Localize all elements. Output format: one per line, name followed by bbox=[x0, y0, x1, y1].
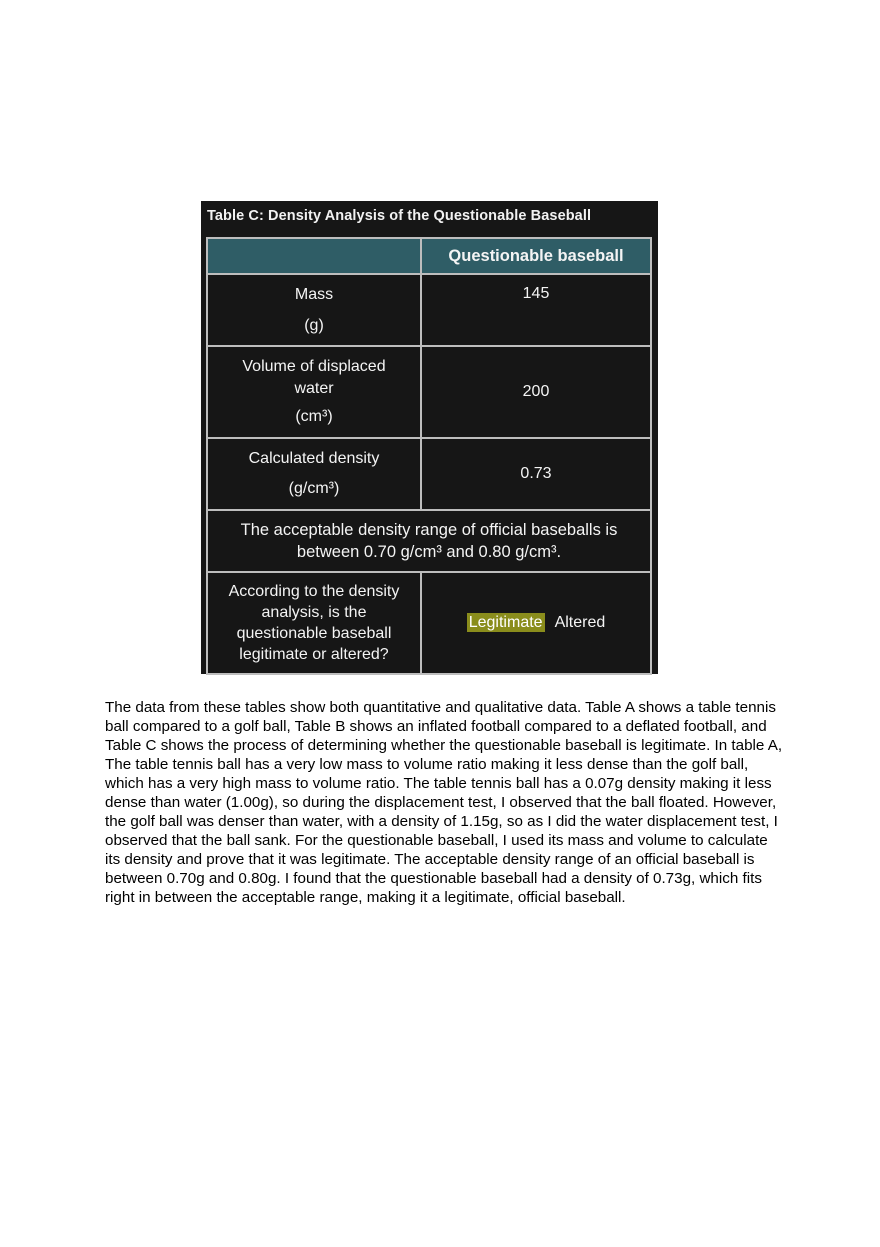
column-header: Questionable baseball bbox=[421, 238, 651, 274]
row-value-volume: 200 bbox=[421, 346, 651, 438]
table-row bbox=[207, 438, 651, 510]
row-label: Volume of displaced water bbox=[242, 358, 386, 397]
row-value-density: 0.73 bbox=[421, 438, 651, 510]
question-cell: According to the density analysis, is the questionable baseball legitimate or altered? bbox=[207, 572, 421, 674]
row-unit: (cm³) bbox=[295, 408, 333, 425]
row-label: Calculated density bbox=[248, 450, 380, 467]
range-note: The acceptable density range of official baseballs is between 0.70 g/cm³ and 0.80 g/cm³. bbox=[207, 510, 651, 572]
row-label-density bbox=[207, 438, 421, 510]
table-header-row bbox=[207, 238, 651, 274]
header-empty-cell bbox=[207, 238, 421, 274]
row-unit: (g) bbox=[304, 316, 324, 334]
table-title: Table C: Density Analysis of the Questionable Baseball bbox=[207, 208, 592, 224]
option-legitimate: Legitimate bbox=[468, 614, 543, 631]
table-row bbox=[207, 572, 651, 674]
body-paragraph: The data from these tables show both quantitative and qualitative data. Table A shows a table tennis ball compared to a golf ball, Table B shows an inflated football compared to a deflated football, and Table C shows the process of determining whether the questionable baseball is legitimate. In table A, The table tennis ball has a very low mass to volume ratio making it less dense than the golf ball, which has a very high mass to volume ratio. The table tennis ball has a 0.07g density making it less dense than water (1.00g), so during the displacement test, I observed that the ball floated. However, the golf ball was denser than water, with a density of 1.15g, so as I did the water displacement test, I observed that the ball sank. For the questionable baseball, I used its mass and volume to calculate its density and prove that it was legitimate. The acceptable density range of an official baseball is between 0.70g and 0.80g. I found that the questionable baseball had a density of 0.73g, which fits right in between the acceptable range, making it a legitimate, official baseball. bbox=[105, 699, 783, 906]
table-row bbox=[207, 274, 651, 346]
density-table-image bbox=[201, 201, 658, 674]
row-label: Mass bbox=[294, 285, 334, 303]
row-label-volume bbox=[207, 346, 421, 438]
table-row bbox=[207, 510, 651, 572]
density-table bbox=[206, 237, 652, 675]
table-row bbox=[207, 346, 651, 438]
option-altered: Altered bbox=[554, 614, 606, 631]
row-unit: (g/cm³) bbox=[288, 480, 340, 497]
row-value-mass: 145 bbox=[421, 274, 651, 346]
row-label-mass bbox=[207, 274, 421, 346]
answer-cell bbox=[421, 572, 651, 674]
